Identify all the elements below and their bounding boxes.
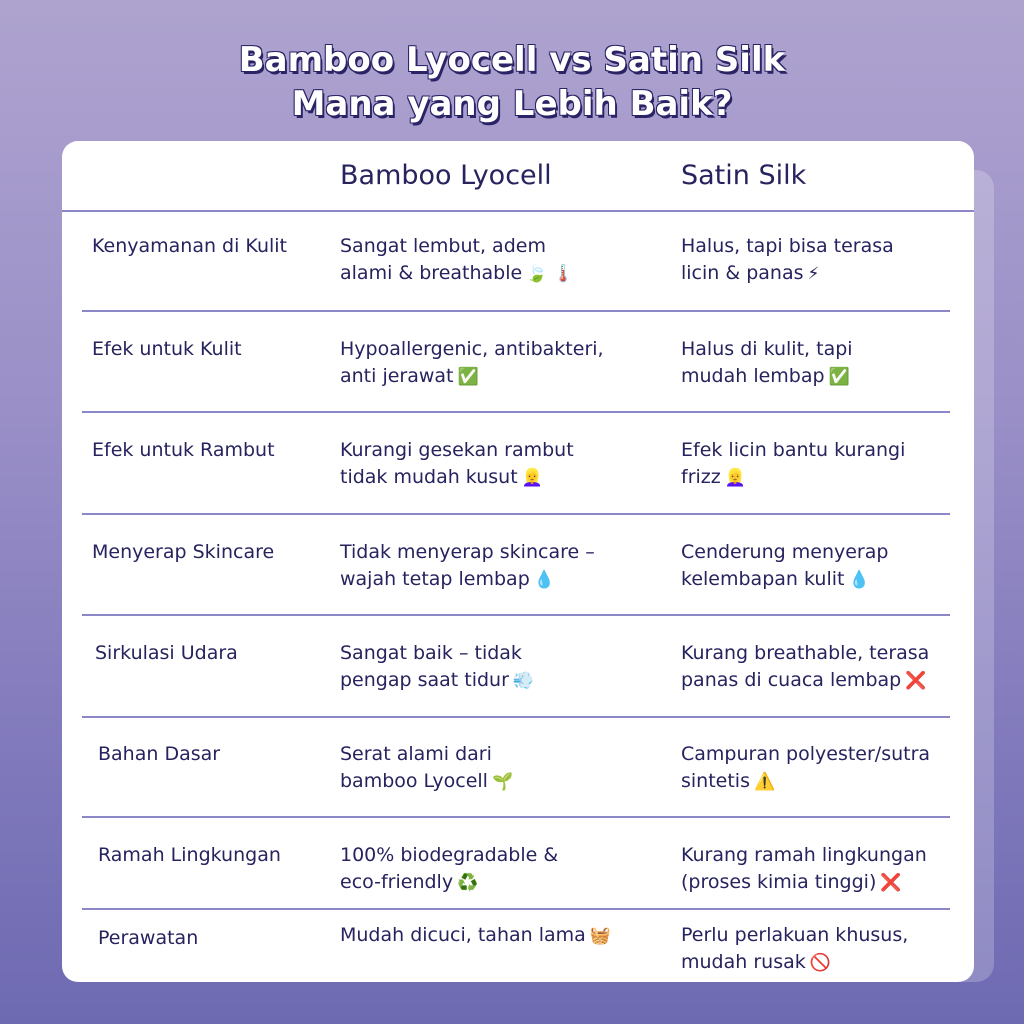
cell-line: Halus, tapi bisa terasa <box>681 235 894 257</box>
check-mark-icon: ✅ <box>457 367 479 387</box>
title-line-2: Mana yang Lebih Baik? <box>291 84 733 124</box>
cell-line: anti jerawat <box>340 365 454 387</box>
cell-line: eco-friendly <box>340 871 454 893</box>
row-label: Efek untuk Kulit <box>92 338 242 360</box>
cell-line: Kurang breathable, terasa <box>681 642 930 664</box>
satin-cell <box>681 640 929 695</box>
cell-line: mudah rusak <box>681 951 806 973</box>
header-divider <box>62 210 974 212</box>
prohibited-icon: 🚫 <box>809 953 831 973</box>
bamboo-cell <box>340 437 574 492</box>
row-label: Ramah Lingkungan <box>98 844 281 866</box>
cell-line: Serat alami dari <box>340 743 492 765</box>
bamboo-cell <box>340 336 604 391</box>
row-divider <box>82 614 950 616</box>
droplet-icon: 💧 <box>848 570 870 590</box>
satin-cell <box>681 336 853 391</box>
cell-line: panas di cuaca lembap <box>681 669 902 691</box>
satin-cell <box>681 233 894 288</box>
satin-cell <box>681 539 888 594</box>
column-header-satin: Satin Silk <box>681 160 807 191</box>
cell-line: Sangat baik – tidak <box>340 642 522 664</box>
seedling-icon: 🌱 <box>491 772 514 792</box>
cell-line: Efek licin bantu kurangi <box>681 439 906 461</box>
row-divider <box>82 310 950 312</box>
check-mark-icon: ✅ <box>828 367 850 387</box>
bamboo-cell <box>340 539 595 594</box>
row-divider <box>82 716 950 718</box>
satin-cell <box>681 741 930 796</box>
row-label: Menyerap Skincare <box>92 541 275 563</box>
cell-line: Kurangi gesekan rambut <box>340 439 574 461</box>
wind-icon: 💨 <box>512 671 535 691</box>
row-divider <box>82 908 950 910</box>
cross-mark-icon: ❌ <box>880 873 902 893</box>
cell-line: Tidak menyerap skincare – <box>340 541 595 563</box>
cell-line: Campuran polyester/sutra <box>681 743 931 765</box>
row-divider <box>82 816 950 818</box>
cell-line: 100% biodegradable & <box>340 844 559 866</box>
cell-line: Hypoallergenic, antibakteri, <box>340 338 604 360</box>
row-label: Sirkulasi Udara <box>95 642 238 664</box>
column-header-bamboo: Bamboo Lyocell <box>340 160 552 191</box>
warning-icon: ⚠️ <box>754 772 776 792</box>
cell-line: (proses kimia tinggi) <box>681 871 877 893</box>
cell-line: wajah tetap lembap <box>340 568 530 590</box>
bamboo-cell <box>340 233 574 288</box>
cell-line: kelembapan kulit <box>681 568 845 590</box>
cell-line: Perlu perlakuan khusus, <box>681 924 909 946</box>
cell-line: Kurang ramah lingkungan <box>681 844 927 866</box>
row-label: Perawatan <box>98 927 199 949</box>
woman-blond-hair-icon: 👱‍♀️ <box>521 468 543 488</box>
title-line-1: Bamboo Lyocell vs Satin Silk <box>238 40 786 80</box>
lightning-icon: ⚡ <box>807 264 820 284</box>
woman-blond-hair-icon: 👱‍♀️ <box>724 468 746 488</box>
cell-line: pengap saat tidur <box>340 669 509 691</box>
cell-line: Mudah dicuci, tahan lama <box>340 924 586 946</box>
bamboo-cell <box>340 842 558 897</box>
recycle-icon: ♻️ <box>457 873 479 893</box>
bamboo-cell <box>340 922 611 950</box>
satin-cell <box>681 922 908 977</box>
cell-line: Sangat lembut, adem <box>340 235 546 257</box>
cell-line: Halus di kulit, tapi <box>681 338 853 360</box>
page-title <box>0 38 1024 126</box>
cross-mark-icon: ❌ <box>905 671 927 691</box>
cell-line: bamboo Lyocell <box>340 770 488 792</box>
bamboo-cell <box>340 640 534 695</box>
basket-icon: 🧺 <box>589 926 611 946</box>
cell-line: licin & panas <box>681 262 804 284</box>
leaf-thermometer-icon: 🍃 🌡️ <box>526 264 574 284</box>
cell-line: Cenderung menyerap <box>681 541 889 563</box>
row-divider <box>82 513 950 515</box>
row-divider <box>82 411 950 413</box>
satin-cell <box>681 437 905 492</box>
cell-line: frizz <box>681 466 721 488</box>
row-label: Bahan Dasar <box>98 743 221 765</box>
cell-line: sintetis <box>681 770 750 792</box>
row-label: Efek untuk Rambut <box>92 439 275 461</box>
cell-line: tidak mudah kusut <box>340 466 518 488</box>
bamboo-cell <box>340 741 513 796</box>
satin-cell <box>681 842 927 897</box>
row-label: Kenyamanan di Kulit <box>92 235 287 257</box>
droplet-icon: 💧 <box>533 570 555 590</box>
cell-line: mudah lembap <box>681 365 825 387</box>
cell-line: alami & breathable <box>340 262 523 284</box>
